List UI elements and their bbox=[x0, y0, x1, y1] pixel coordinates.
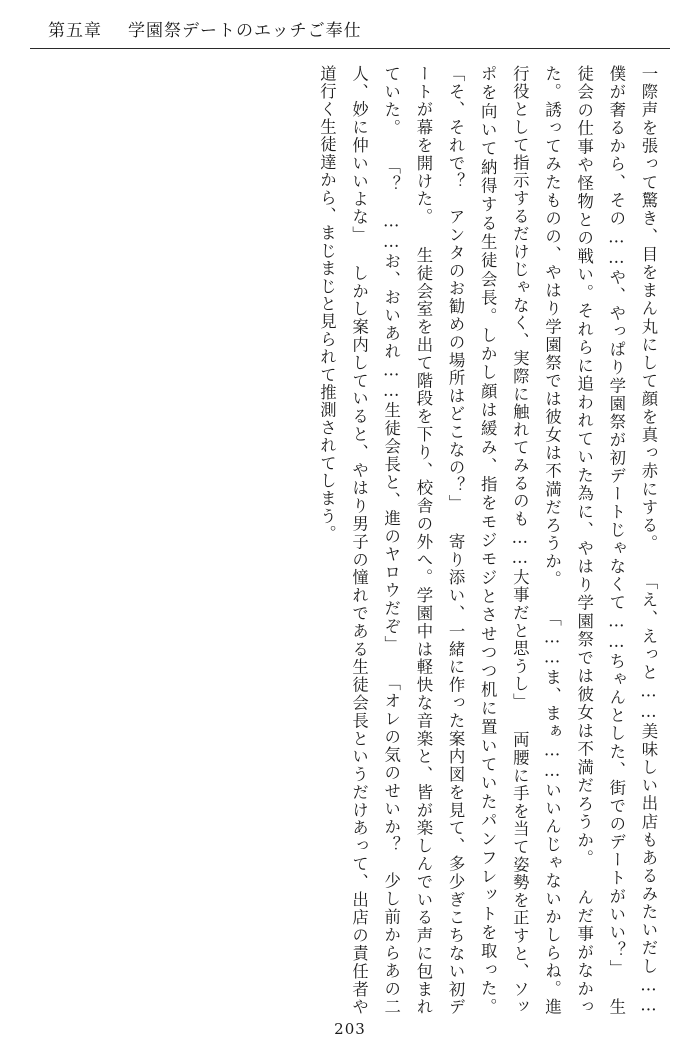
page-body bbox=[30, 65, 670, 1016]
chapter-title: 学園祭デートのエッチご奉仕 bbox=[128, 21, 362, 41]
chapter-number: 第五章 bbox=[48, 21, 102, 41]
running-head bbox=[30, 14, 670, 49]
body-text: 一際声を張って驚き、目をまん丸にして顔を真っ赤にする。 「え、えっと……美味しい出店もあるみたいだし……僕が奢るから、その……や、やっぱり学園祭が初デートじゃなくて……ちゃんとした、街でのデートがいい？」 生徒会の仕事や怪物との戦い。それらに追われていた為に、やはり学園祭では彼女は不満だろうか。 んだ事がなかった。誘ってみたものの、やはり学園祭では彼女は不満だろうか。 「……ま、まぁ……いいんじゃないかしらね。進行役として指示するだけじゃなく、実際に触れてみるのも……大事だと思うし」 両腰に手を当て姿勢を正すと、ソッポを向いて納得する生徒会長。しかし顔は緩み、指をモジモジとさせつつ机に置いていたパンフレットを取った。 「そ、それで？ アンタのお勧めの場所はどこなの？」 寄り添い、一緒に作った案内図を見て、多少ぎこちない初デートが幕を開けた。 生徒会室を出て階段を下り、校舎の外へ。学園中は軽快な音楽と、皆が楽しんでいる声に包まれていた。 「？ ……お、おいあれ……生徒会長と、進のヤロウだぞ」 「オレの気のせいか？ 少し前からあの二人、妙に仲いいよな」 しかし案内していると、やはり男子の憧れである生徒会長というだけあって、出店の責任者や道行く生徒達から、まじまじと見られて推測されてしまう。 bbox=[317, 65, 658, 1016]
page-number: 203 bbox=[334, 1020, 366, 1038]
